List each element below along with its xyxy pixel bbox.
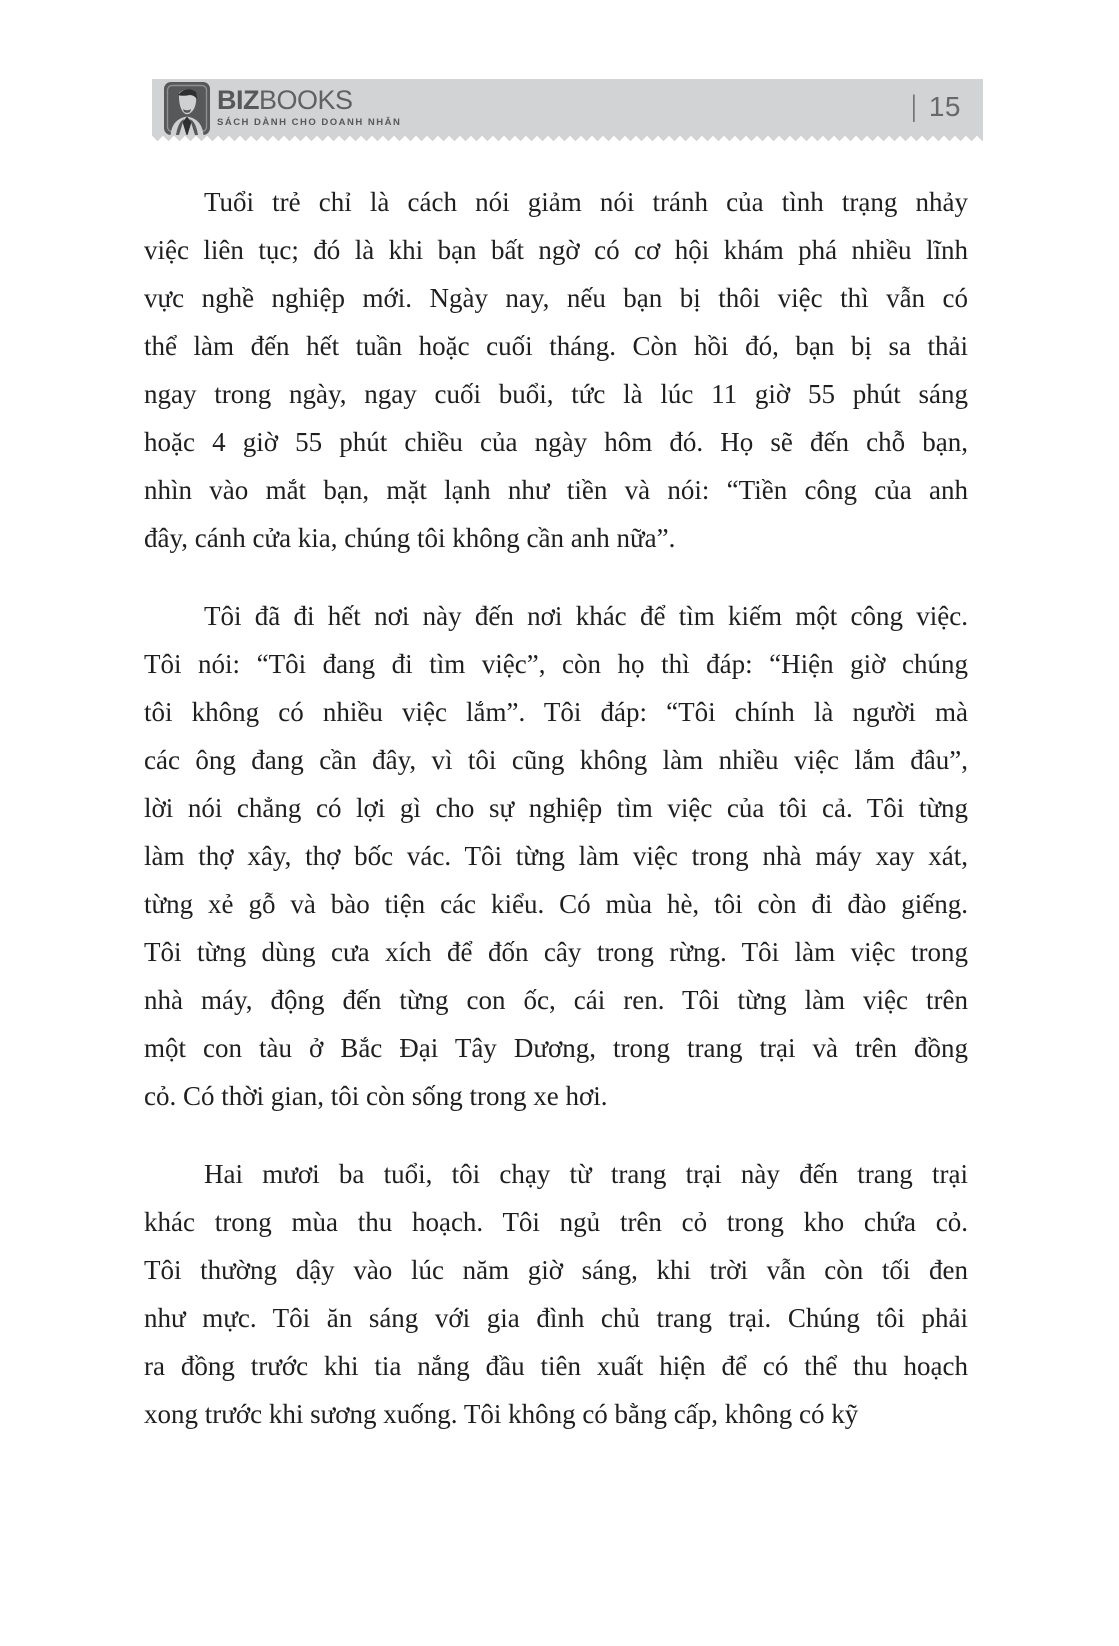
text-line: khác trong mùa thu hoạch. Tôi ngủ trên cỏ trong kho chứa cỏ. [144, 1207, 968, 1237]
text-line: Tuổi trẻ chỉ là cách nói giảm nói tránh của tình trạng nhảy [204, 187, 968, 217]
text-line: cỏ. Có thời gian, tôi còn sống trong xe hơi. [144, 1081, 608, 1111]
text-line: xong trước khi sương xuống. Tôi không có bằng cấp, không có kỹ [144, 1399, 859, 1429]
text-line: đây, cánh cửa kia, chúng tôi không cần anh nữa”. [144, 523, 676, 553]
text-line: nhìn vào mắt bạn, mặt lạnh như tiền và nói: “Tiền công của anh [144, 475, 968, 505]
bizbooks-logo-icon [164, 82, 210, 135]
brand-name-biz: BIZ [217, 84, 259, 115]
text-line: Hai mươi ba tuổi, tôi chạy từ trang trại này đến trang trại [204, 1159, 968, 1189]
brand-name-books: BOOKS [259, 84, 353, 115]
text-line: ra đồng trước khi tia nắng đầu tiên xuất hiện để có thể thu hoạch [144, 1351, 968, 1381]
text-line: việc liên tục; đó là khi bạn bất ngờ có cơ hội khám phá nhiều lĩnh [144, 235, 968, 265]
text-line: một con tàu ở Bắc Đại Tây Dương, trong trang trại và trên đồng [144, 1033, 968, 1063]
brand-name [217, 84, 401, 115]
paragraph-1 [144, 178, 968, 562]
text-line: Tôi nói: “Tôi đang đi tìm việc”, còn họ thì đáp: “Hiện giờ chúng [144, 649, 968, 679]
page-header [152, 79, 983, 135]
text-line: Tôi thường dậy vào lúc năm giờ sáng, khi trời vẫn còn tối đen [144, 1255, 968, 1285]
brand-tagline: SÁCH DÀNH CHO DOANH NHÂN [217, 116, 402, 128]
text-line: Tôi đã đi hết nơi này đến nơi khác để tìm kiếm một công việc. [204, 601, 968, 631]
bizbooks-logo [164, 80, 401, 135]
text-line: nhà máy, động đến từng con ốc, cái ren. Tôi từng làm việc trên [144, 985, 968, 1015]
text-line: tôi không có nhiều việc lắm”. Tôi đáp: “Tôi chính là người mà [144, 697, 968, 727]
page-number-value: 15 [928, 91, 961, 122]
paragraph-3 [144, 1150, 968, 1438]
text-line: ngay trong ngày, ngay cuối buổi, tức là lúc 11 giờ 55 phút sáng [144, 379, 968, 409]
text-line: từng xẻ gỗ và bào tiện các kiểu. Có mùa hè, tôi còn đi đào giếng. [144, 889, 968, 919]
bizbooks-wordmark [217, 84, 402, 128]
text-line: lời nói chẳng có lợi gì cho sự nghiệp tìm việc của tôi cả. Tôi từng [144, 793, 968, 823]
page-number [910, 90, 961, 124]
text-line: như mực. Tôi ăn sáng với gia đình chủ trang trại. Chúng tôi phải [144, 1303, 968, 1333]
text-line: làm thợ xây, thợ bốc vác. Tôi từng làm việc trong nhà máy xay xát, [144, 841, 968, 871]
text-line: vực nghề nghiệp mới. Ngày nay, nếu bạn bị thôi việc thì vẫn có [144, 283, 968, 313]
page-content [144, 178, 968, 1438]
text-line: thể làm đến hết tuần hoặc cuối tháng. Còn hồi đó, bạn bị sa thải [144, 331, 968, 361]
text-line: Tôi từng dùng cưa xích để đốn cây trong rừng. Tôi làm việc trong [144, 937, 968, 967]
perforated-edge [152, 135, 983, 141]
paragraph-2 [144, 592, 968, 1120]
text-line: các ông đang cần đây, vì tôi cũng không làm nhiều việc lắm đâu”, [144, 745, 968, 775]
text-line: hoặc 4 giờ 55 phút chiều của ngày hôm đó. Họ sẽ đến chỗ bạn, [144, 427, 968, 457]
page-number-separator: | [911, 90, 917, 123]
